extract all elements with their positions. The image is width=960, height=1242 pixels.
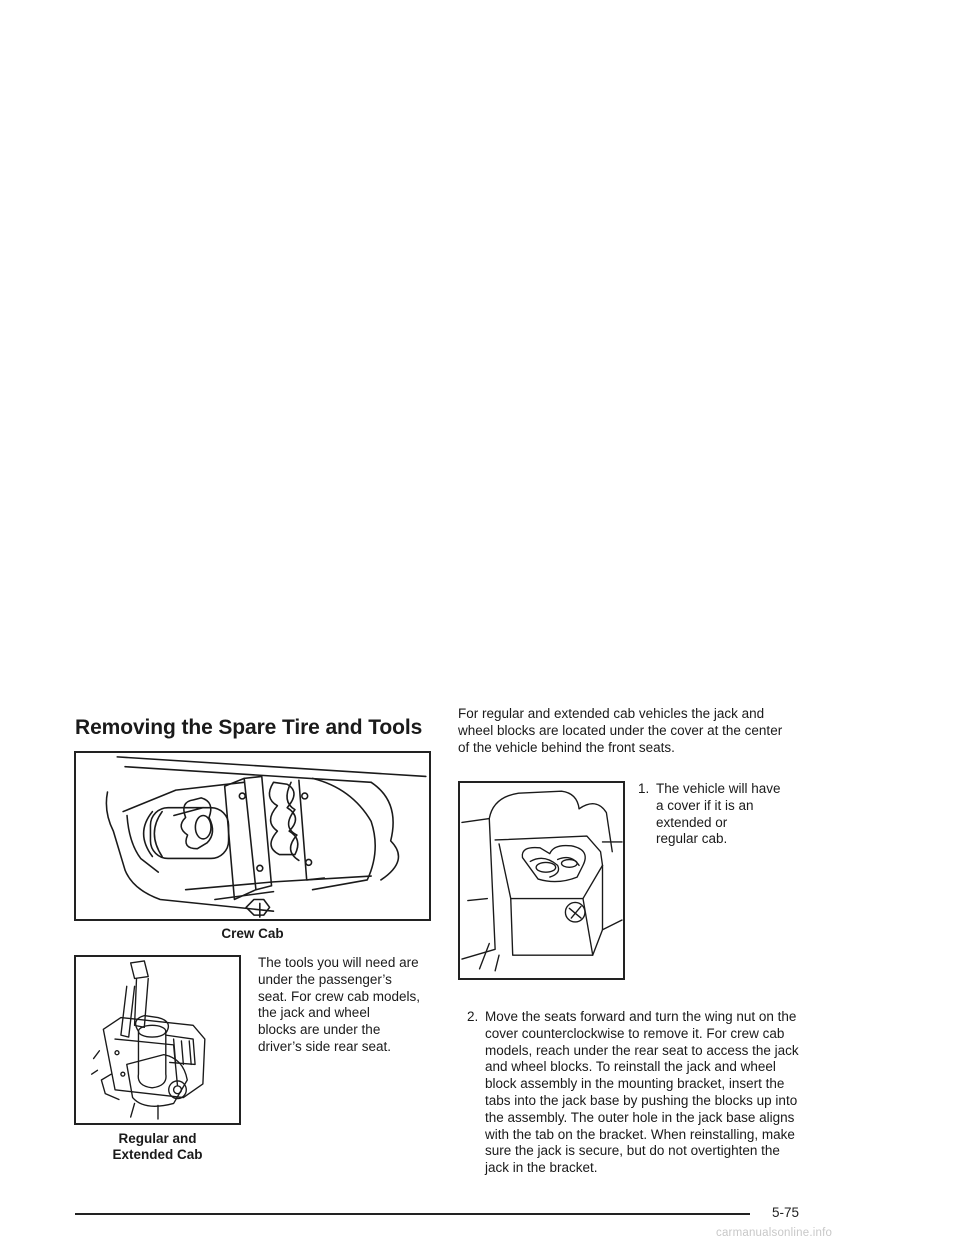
jack-assembly-illustration [76,957,239,1123]
crew-cab-caption: Crew Cab [221,926,284,941]
step-1 [638,781,818,848]
footer-rule [75,1213,750,1215]
tools-location-paragraph: The tools you will need are under the passenger’s seat. For crew cab models, the jack and wheel blocks are under the driver’s side rear seat. [258,955,421,1054]
step-number: 1. [638,781,650,796]
jack-under-rear-seat-illustration [76,753,429,919]
step-text: Move the seats forward and turn the wing nut on the cover counterclockwise to remove it. For crew cab models, reach under the rear seat to access the jack and wheel blocks. To reinstall the jack and wheel block assembly in the mounting bracket, insert the tabs into the jack base by pushing the blocks up into the assembly. The outer hole in the jack base aligns with the tab on the bracket. When reinstalling, make sure the jack is secure, but do not overtighten the jack in the bracket. [485,1009,799,1176]
watermark-text: carmanualsonline.info [716,1227,833,1239]
step-text: The vehicle will have a cover if it is an extended or regular cab. [656,781,781,847]
page-number: 5-75 [772,1205,800,1220]
regular-extended-cab-figure [74,955,241,1125]
jack-cover-illustration [460,783,623,978]
jack-cover-figure [458,781,625,980]
regular-extended-cab-caption: Regular and Extended Cab [112,1131,203,1162]
regular-extended-intro-paragraph: For regular and extended cab vehicles the jack and wheel blocks are located under the cover at the center of the vehicle behind the front seats. [458,706,783,755]
crew-cab-figure [74,751,431,921]
step-2 [467,1009,827,1177]
section-title: Removing the Spare Tire and Tools [75,716,423,739]
step-number: 2. [467,1009,479,1024]
